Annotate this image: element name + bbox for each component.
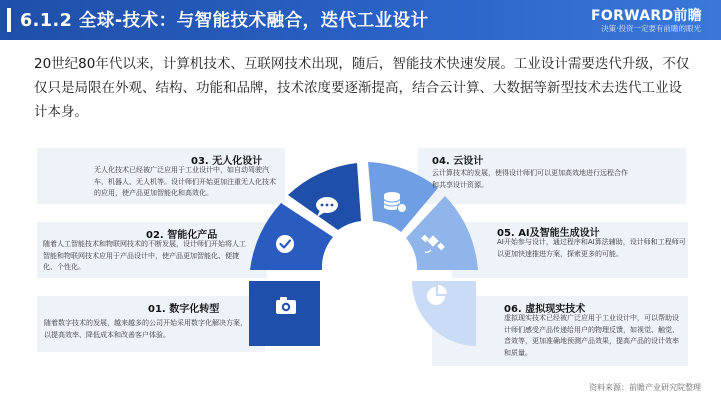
item-text-04: 云计算技术的发展，使得设计师们可以更加高效地进行远程合作和共享设计资源。 bbox=[432, 169, 628, 189]
intro-paragraph: 20世纪80年代以来，计算机技术、互联网技术出现，随后，智能技术快速发展。工业设计需要迭代升级，不仅仅只是局限在外观、结构、功能和品牌，技术浓度要逐渐提高，结合云计算、大数据等新型技术去迭代工业设计本身。 bbox=[34, 56, 690, 120]
item-title-06: 06. 虚拟现实技术 bbox=[504, 304, 586, 315]
item-title-01: 01. 数字化转型 bbox=[148, 304, 220, 315]
item-title-03: 03. 无人化设计 bbox=[191, 156, 263, 167]
page-title: 6.1.2 全球-技术：与智能技术融合，迭代工业设计 bbox=[20, 11, 429, 31]
brand-slogan: 决策·投资一定要有前瞻的眼光 bbox=[601, 24, 701, 33]
check-circle-icon bbox=[276, 235, 294, 253]
source-note: 资料来源：前瞻产业研究院整理 bbox=[589, 383, 701, 392]
item-text-06: 虚拟现实技术已经被广泛应用于工业设计中，可以帮助设计师们感受产品传递给用户的物理反馈，如视觉、触觉、音效等，更加准确地预测产品效果，提高产品的设计效率和质量。 bbox=[504, 314, 679, 357]
item-text-01: 随着数字技术的发展，越来越多的公司开始采用数字化解决方案，以提高效率、降低成本和改善客户体验。 bbox=[44, 319, 247, 339]
brand-logo: FORWARD前瞻 bbox=[591, 8, 702, 24]
item-text-03: 无人化技术已经被广泛应用于工业设计中，如自动驾驶汽车、机器人、无人机等。设计师们开始更加注重无人化技术的应用，使产品更加智能化和高效化。 bbox=[94, 166, 276, 197]
item-text-05: AI开始参与设计，通过程序和AI算法辅助，设计师和工程师可以更加快速推进方案，探索更多的可能。 bbox=[497, 238, 686, 258]
item-title-02: 02. 智能化产品 bbox=[146, 230, 218, 241]
item-text-02: 随着人工智能技术和物联网技术的不断发展，设计师们开始将人工智能和物联网技术应用于产品设计中，使产品更加智能化、便捷化、个性化。 bbox=[43, 240, 246, 271]
item-title-05: 05. AI及智能生成设计 bbox=[497, 228, 600, 239]
item-title-04: 04. 云设计 bbox=[432, 156, 484, 167]
